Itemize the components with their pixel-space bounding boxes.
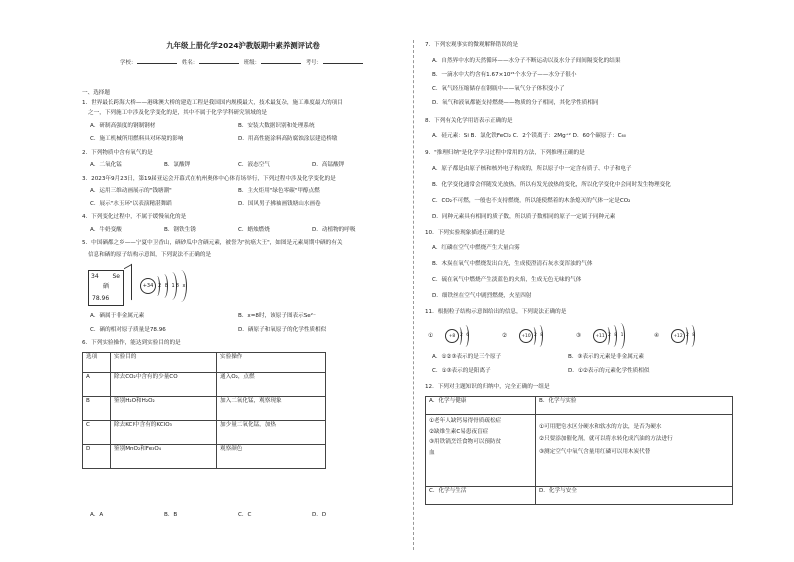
q1-stem-1: 1．世界最长跨海大桥——港珠澳大桥的建造工程是我国国内规模最大，技术最复杂，施工难度最大的项目 [82,100,343,106]
particle-label-3: ③ [576,333,582,339]
q3-option-d[interactable]: D．国风男子拂袖画钱塘山水画卷 [238,201,321,207]
particle-1-electrons: 2 6 [460,333,471,338]
list-item: 血 [429,449,435,456]
list-item: ②只要添加催化剂，就可以将水转化成汽油的方法进行 [539,436,673,443]
q4-option-c[interactable]: C．蜡烛燃烧 [238,227,270,233]
q12-stem: 12．下列对主题知识的归纳中，完全正确的一组是 [425,384,550,390]
q11-stem: 11．根据粒子结构示意图给出的信息，下列说法正确的是 [425,309,567,315]
q7-option-b[interactable]: B．一滴水中大约含有1.67×10²¹个水分子——水分子很小 [432,72,577,78]
table-cell: B．化学与实验 [536,397,733,415]
q1-option-a[interactable]: A．研制高强度的钢制钢材 [90,123,156,129]
table-cell: D [83,445,111,469]
q6-option-c[interactable]: C．C [238,512,252,518]
q6-option-a[interactable]: A．A [90,512,104,518]
q6-option-b[interactable]: B．B [164,512,178,518]
q11-option-d[interactable]: D．①②表示的元素化学性质相似 [568,368,650,374]
q11-option-a[interactable]: A．①②③表示的是三个原子 [432,354,502,360]
q2-option-c[interactable]: C．液态空气 [238,162,270,168]
q5-option-b[interactable]: B．x=8时，该原子图表示Se²⁻ [238,313,316,319]
table-cell [536,415,733,487]
particle-label-2: ② [502,333,508,339]
q1-option-d[interactable]: D．用高性能涂料高防腐蚀涂层建造桥墩 [238,136,338,142]
list-item: ①老年人缺钙易得骨质疏松症 [429,418,502,424]
q5-option-d[interactable]: D．硒原子和氧原子的化学性质相似 [238,327,327,333]
table-cell: 除去CO₂中含有的少量CO [111,373,217,397]
q7-option-c[interactable]: C．氧气经压缩储存在钢瓶中——氧气分子体积变小了 [432,86,565,92]
table-cell: D．化学与安全 [536,487,733,505]
element-symbol: Se [112,273,120,280]
q9-option-b[interactable]: B．化学变化通常会伴随发光放热，所以有发光放热的变化，所以化学变化中会同时发生物理变化 [432,182,671,188]
particle-4-nucleus: +12 [671,329,685,343]
q10-stem: 10．下列实验现象描述正确的是 [425,230,505,236]
q9-option-c[interactable]: C．CO₂不可燃，一般也不支持燃烧，所以能使燃着的木条熄灭的气体一定是CO₂ [432,198,631,204]
q6-stem: 6．下列实验操作，能达到实验目的的是 [82,340,181,346]
q10-option-c[interactable]: C．硫在氧气中燃烧产生淡蓝色的火焰，生成无色无味的气体 [432,277,582,283]
q11-option-c[interactable]: C．①③表示的是阳离子 [432,368,491,374]
q5-stem-2: 信息和硒的原子结构示意图，下列说法不正确的是 [88,252,212,258]
name-label: 姓名： [181,60,199,66]
q9-stem: 9．"推理归纳"是化学学习过程中常用的方法，下列推理正确的是 [425,150,585,156]
cell-3d-edge [124,264,132,305]
school-label: 学校： [120,60,137,66]
q2-stem: 2．下列物质中含有氧气的是 [82,150,153,156]
q1-option-b[interactable]: B．安装大数据识别和处理系统 [238,123,315,129]
q8-options[interactable]: A．硅元素：Si B．氯化铁FeCl₂ C．2个镁离子：2Mg⁺² D．60个碳原子：C₆₀ [432,133,627,139]
q5-stem-1: 5．中国硒都之乡——宁夏中卫香山，硒砂瓜中含硒元素，被誉为"抗癌大王"，如图是元素周期中硒的有关 [82,240,343,246]
particle-label-1: ① [428,333,434,339]
q5-option-a[interactable]: A．硒属于非金属元素 [90,313,145,319]
table-row [426,397,733,415]
table-header: 实验目的 [111,353,217,373]
exam-no-field[interactable] [323,59,363,64]
table-header: 选项 [83,353,111,373]
q2-option-a[interactable]: A．二氧化锰 [90,162,122,168]
q3-option-b[interactable]: B．主火炬用"绿色零碳"甲醇点燃 [238,188,320,194]
q1-stem-2: 之一，下列施工中涉及化学变化的是，其中不属于化学学科研究领域的是 [88,110,268,116]
element-name: 硒 [103,283,110,290]
table-row [83,373,326,397]
q3-option-c[interactable]: C．展示"水玉环"以表演精湛舞蹈 [90,201,172,207]
table-cell: C [83,421,111,445]
table-row [83,421,326,445]
table-cell: A．化学与健康 [426,397,536,415]
table-cell: 鉴别MnO₂和Fe₃O₄ [111,445,217,469]
q7-option-d[interactable]: D．氧气和液氧都能支持燃烧——物质的分子相同，其化学性质相同 [432,100,599,106]
q8-stem: 8．下列有关化学用语表示正确的是 [425,118,513,124]
particle-2-nucleus: +10 [519,329,533,343]
q1-option-c[interactable]: C．施工机械所用燃料具对环境的影响 [90,136,184,142]
particle-3-electrons: 2 8 1 [608,333,625,338]
table-cell: 加少量二氧化锰，加热 [217,421,326,445]
list-item: ①可用肥皂水区分硬水和软水的方法，是否为硬水 [539,424,662,430]
q2-option-b[interactable]: B．氯酸钾 [164,162,191,168]
q4-stem: 4．下列变化过程中，不属于缓慢氧化的是 [82,214,187,220]
column-divider [413,40,414,550]
table-cell: B [83,397,111,421]
table-row [426,415,733,487]
q3-stem: 3．2023年9月23日，第19届亚运会开幕式在杭州奥体中心体育场举行，下列过程中涉及化学变化的是 [82,176,336,182]
q7-option-a[interactable]: A．自然界中水的天然循环——水分子不断运动以及水分子间间隔变化的结果 [432,58,621,64]
table-cell [426,415,536,487]
se-nucleus: +34 [140,278,156,294]
particle-2-electrons: 2 8 [534,333,545,338]
atomic-mass: 78.96 [92,295,110,302]
q2-option-d[interactable]: D．高锰酸钾 [312,162,345,168]
table-cell: C．化学与生活 [426,487,536,505]
periodic-cell-selenium [88,270,124,306]
exam-title: 九年级上册化学2024沪教版期中素养测评试卷 [166,41,320,50]
class-label: 班级： [243,60,261,66]
particle-label-4: ④ [654,333,660,339]
q12-table [425,396,733,505]
q7-stem: 7．下列宏观事实的微观解释错误的是 [425,42,519,48]
se-shell-electrons: 2 8 18 x [158,283,187,289]
q4-option-d[interactable]: D．动植物的呼吸 [312,227,356,233]
table-row [83,397,326,421]
table-row [83,445,326,469]
particle-3-nucleus: +11 [593,329,607,343]
table-cell: 加入二氧化锰，观察现象 [217,397,326,421]
q4-option-b[interactable]: B．钢铁生锈 [164,227,196,233]
exam-no-label: 考号： [305,60,322,66]
q5-option-c[interactable]: C．硒的相对原子质量是78.96 [90,327,166,333]
q10-option-d[interactable]: D．细铁丝在空气中剧烈燃烧，火星四射 [432,293,532,299]
name-field[interactable] [199,59,239,64]
particle-1-nucleus: +8 [445,329,459,343]
table-header-row [83,353,326,373]
list-item: ③测定空气中氧气含量用红磷可以用木炭代替 [539,448,651,455]
q11-option-b[interactable]: B．③表示的元素是非金属元素 [568,354,644,360]
atomic-number: 34 [91,273,99,280]
particle-4-electrons: 2 8 [686,333,697,338]
q9-option-a[interactable]: A．原子都是由原子核和核外电子构成的，所以原子中一定含有质子、中子和电子 [432,166,632,172]
table-row [426,487,733,505]
table-cell: A [83,373,111,397]
student-info-row [82,59,404,66]
table-header: 实验操作 [217,353,326,373]
list-item: ③用铁锅烹饪食物可以预防贫 [429,439,502,446]
list-item: ②缺维生素C易患夜盲症 [429,428,489,435]
q4-option-a[interactable]: A．牛奶变酸 [90,227,122,233]
q9-option-d[interactable]: D．同种元素具有相同的质子数，所以质子数相同的原子一定属于同种元素 [432,214,616,220]
school-field[interactable] [137,59,177,64]
table-cell: 观察颜色 [217,445,326,469]
table-cell: 除去KCl中含有的KClO₃ [111,421,217,445]
q10-option-b[interactable]: B．木炭在氧气中燃烧发出白光，生成使澄清石灰水变浑浊的气体 [432,261,593,267]
table-cell: 通入O₂，点燃 [217,373,326,397]
q6-table [82,352,326,469]
table-cell: 鉴别H₂O和H₂O₂ [111,397,217,421]
class-field[interactable] [261,59,301,64]
section-heading: 一、选择题 [82,90,110,96]
q10-option-a[interactable]: A．红磷在空气中燃烧产生大量白雾 [432,245,520,251]
q3-option-a[interactable]: A．运用三维动画展示的"钱塘潮" [90,188,172,194]
q6-option-d[interactable]: D．D [312,512,327,518]
